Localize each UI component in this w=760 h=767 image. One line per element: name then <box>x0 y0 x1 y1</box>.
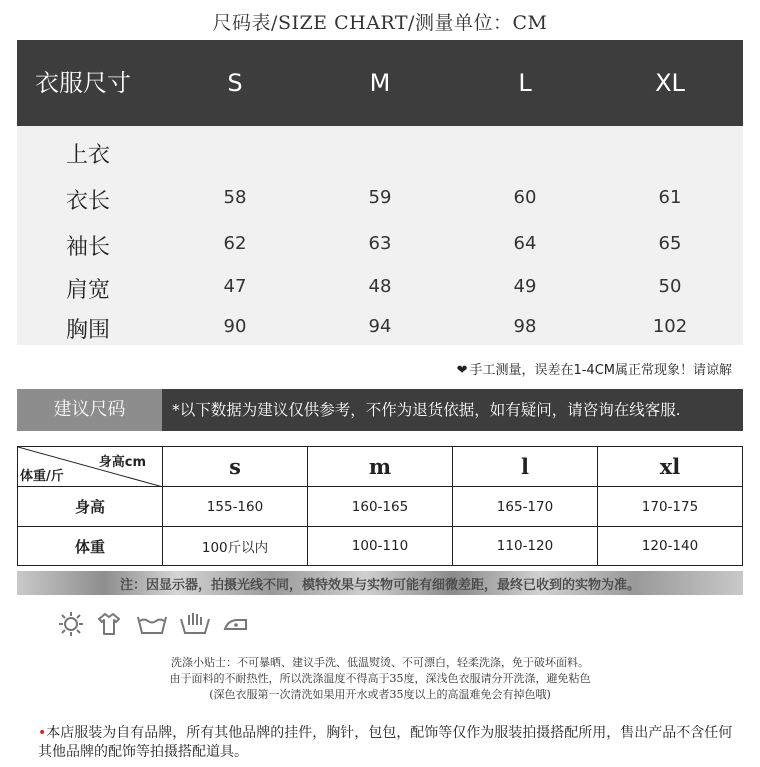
page-title: 尺码表/SIZE CHART/测量单位：CM <box>212 12 548 34</box>
corner-cell <box>18 447 163 487</box>
row-label-sleeve: 袖长 <box>66 235 111 260</box>
measure-note-text: 手工测量，误差在1-4CM属正常现象！请谅解 <box>469 363 732 378</box>
rec-weight-s: 100斤以内 <box>163 527 308 566</box>
rec-weight-xl: 120-140 <box>598 527 743 566</box>
corner-weight-label: 体重/斤 <box>20 469 64 484</box>
cell-chest-l: 98 <box>513 316 537 337</box>
cell-chest-s: 90 <box>223 316 247 337</box>
table-row <box>18 527 743 566</box>
suggestion-text: *以下数据为建议仅供参考，不作为退货依据，如有疑问，请咨询在线客服. <box>172 401 681 419</box>
cell-chest-m: 94 <box>368 316 392 337</box>
footer-text: 本店服装为自有品牌，所有其他品牌的挂件，胸针，包包，配饰等仅作为服装拍摄搭配所用，售出产品不含任何其他品牌的配饰等拍摄搭配道具。 <box>38 725 733 760</box>
size-header-m: M <box>369 69 391 97</box>
section-label: 上衣 <box>66 143 111 168</box>
table-row <box>18 487 743 527</box>
rec-weight-m: 100-110 <box>308 527 453 566</box>
cell-chest-xl: 102 <box>652 316 688 337</box>
size-header-s: S <box>227 69 243 97</box>
row-label-length: 衣长 <box>66 189 111 214</box>
hand-wash-basin-icon <box>179 611 211 641</box>
row-label-chest: 胸围 <box>66 318 111 343</box>
cell-shoulder-s: 47 <box>223 276 247 297</box>
rec-height-l: 165-170 <box>453 487 598 527</box>
cell-shoulder-xl: 50 <box>658 276 682 297</box>
rec-size-l: l <box>453 447 598 487</box>
iron-icon <box>222 611 250 641</box>
cell-length-l: 60 <box>513 187 537 208</box>
size-header-xl: XL <box>655 69 685 97</box>
wash-basin-icon <box>136 611 168 641</box>
rec-size-s: s <box>163 447 308 487</box>
table-header-row <box>18 447 743 487</box>
cell-sleeve-s: 62 <box>223 233 247 254</box>
rec-size-m: m <box>308 447 453 487</box>
bullet-icon: • <box>38 725 47 741</box>
care-icons <box>58 611 256 639</box>
size-header-l: L <box>518 69 532 97</box>
rec-size-xl: xl <box>598 447 743 487</box>
suggestion-bar <box>17 389 743 431</box>
care-tip-line: 由于面料的不耐热性，所以洗涤温度不得高于35度，深浅色衣服请分开洗涤，避免粘色 <box>169 672 591 685</box>
corner-height-label: 身高cm <box>98 455 146 470</box>
cell-shoulder-m: 48 <box>368 276 392 297</box>
notice-band <box>17 571 743 595</box>
suggestion-label: 建议尺码 <box>17 389 162 431</box>
rec-height-m: 160-165 <box>308 487 453 527</box>
notice-text: 注：因显示器，拍摄光线不同，模特效果与实物可能有细微差距，最终已收到的实物为准。 <box>119 578 640 593</box>
row-label-shoulder: 肩宽 <box>66 278 111 303</box>
rec-row-label-weight: 体重 <box>18 527 163 566</box>
size-chart-header <box>17 40 743 126</box>
heart-icon: ❤ <box>456 363 468 378</box>
hand-wash-shirt-icon <box>95 611 125 641</box>
rec-row-label-height: 身高 <box>18 487 163 527</box>
care-tip-line: 洗涤小贴士：不可暴晒、建议手洗、低温熨烫、不可漂白，轻柔洗涤，免于破坏面料。 <box>171 656 589 669</box>
dry-icon <box>58 611 84 641</box>
care-tips <box>0 655 760 703</box>
cell-sleeve-m: 63 <box>368 233 392 254</box>
measure-note <box>457 359 732 378</box>
cell-shoulder-l: 49 <box>513 276 537 297</box>
cell-sleeve-xl: 65 <box>658 233 682 254</box>
recommendation-table <box>17 446 743 566</box>
rec-weight-l: 110-120 <box>453 527 598 566</box>
rec-height-s: 155-160 <box>163 487 308 527</box>
cell-length-xl: 61 <box>658 187 682 208</box>
footer-disclaimer <box>38 724 744 762</box>
care-tip-line: (深色衣服第一次清洗如果用开水或者35度以上的高温难免会有掉色哦) <box>209 688 551 701</box>
cell-length-m: 59 <box>368 187 392 208</box>
size-chart-header-label: 衣服尺寸 <box>35 69 131 97</box>
rec-height-xl: 170-175 <box>598 487 743 527</box>
size-chart-body <box>17 126 743 345</box>
cell-length-s: 58 <box>223 187 247 208</box>
cell-sleeve-l: 64 <box>513 233 537 254</box>
